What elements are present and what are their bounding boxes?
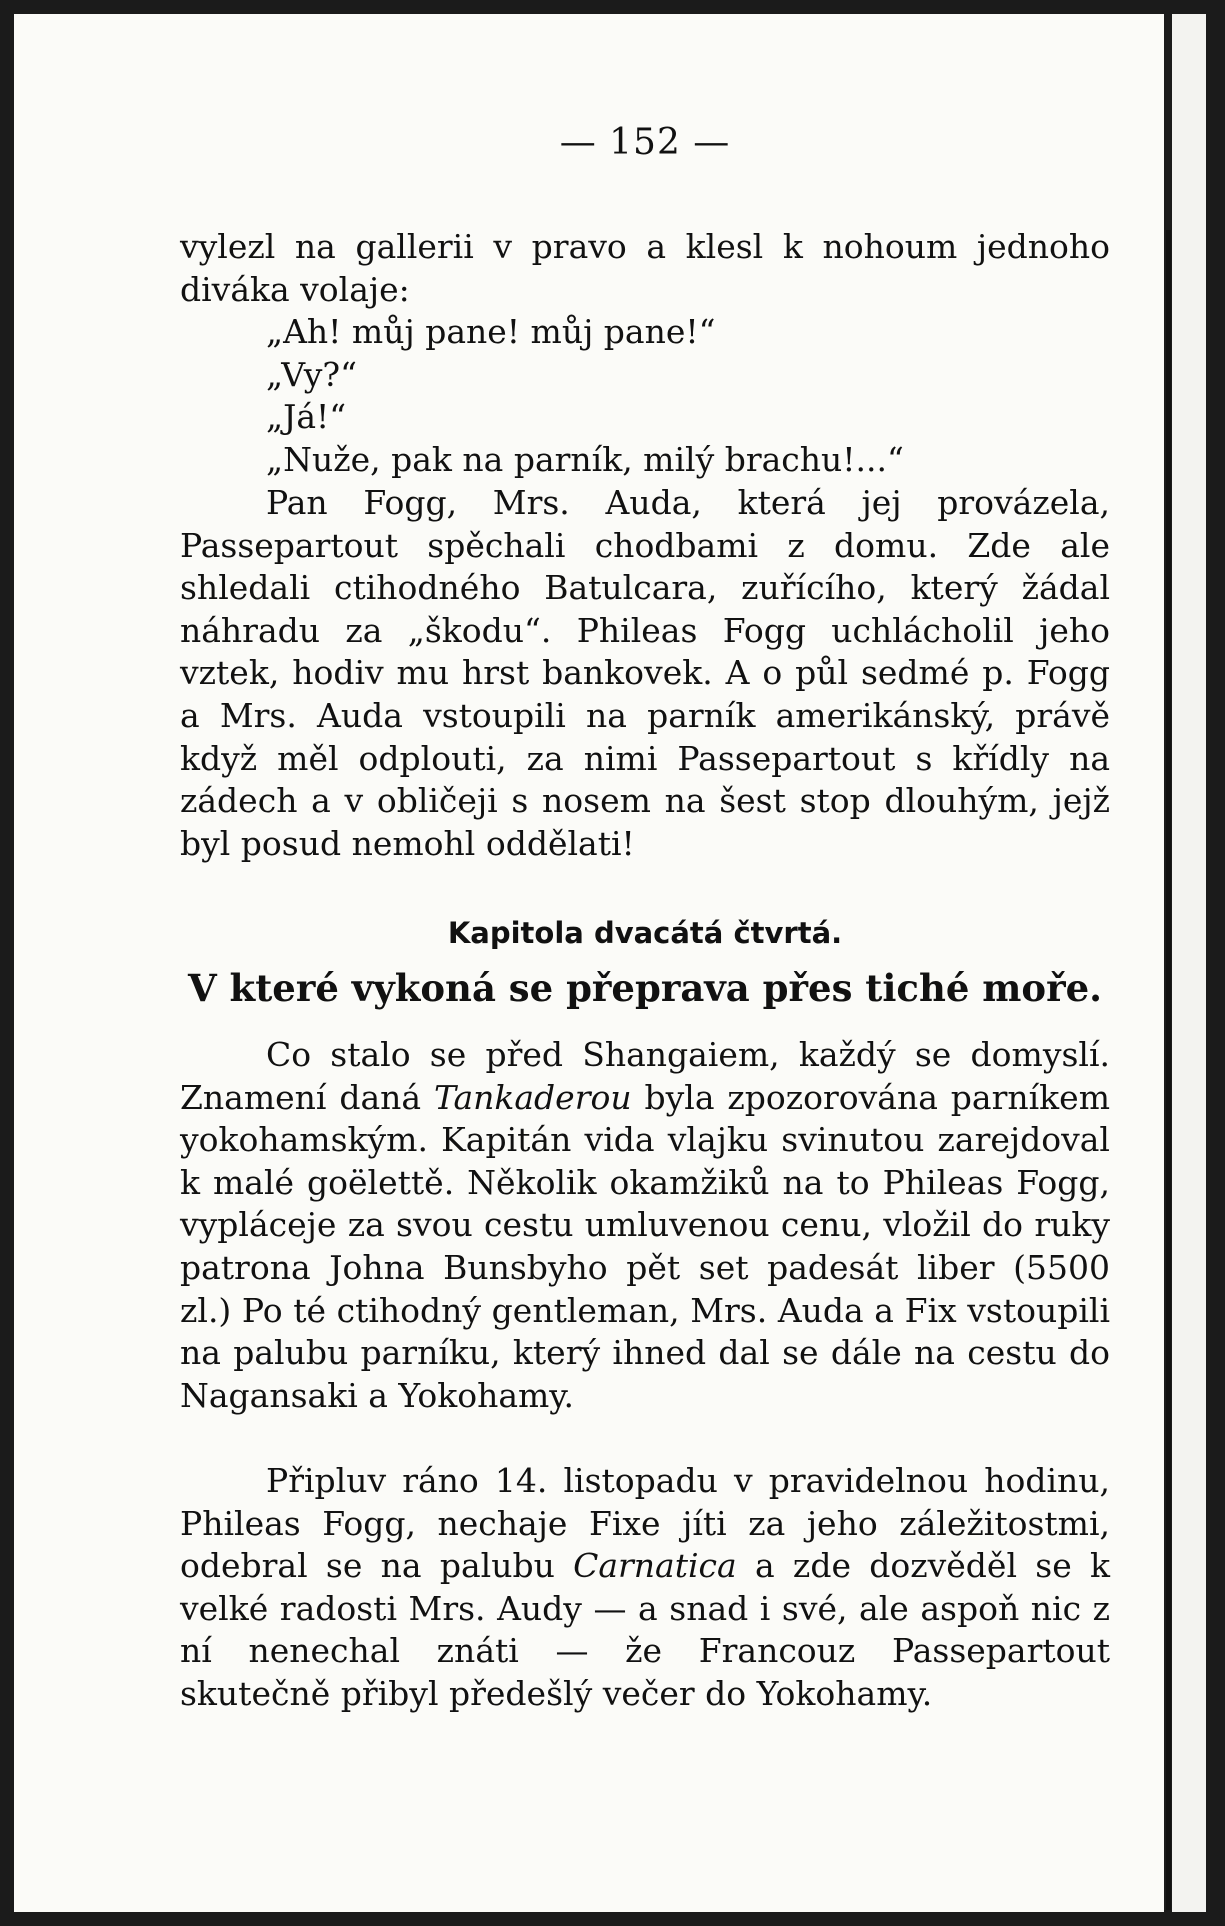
chapter-label: Kapitola dvacátá čtvrtá. bbox=[447, 916, 843, 950]
dialogue-line-4: „Nuže, pak na parník, milý brachu!...“ bbox=[266, 439, 904, 479]
dialogue-line-3: „Já!“ bbox=[266, 397, 347, 437]
page-number: — 152 — bbox=[559, 122, 731, 163]
dialogue-line-1: „Ah! můj pane! můj pane!“ bbox=[266, 312, 716, 352]
paragraph-4-text-a: Připluv ráno 14. listopadu v pravidelnou hodinu, Phileas Fogg, nechaje Fixe jíti za jeho záležitostmi, odebral se na palubu bbox=[180, 1461, 1110, 1586]
paragraph-4-text-b: a zde dozvěděl se k velké radosti Mrs. Audy — a snad i své, ale aspoň nic z ní nenechal znáti — že Francouz Passepartout skutečně přibyl předešlý večer do Yokohamy. bbox=[180, 1546, 1110, 1713]
gutter-shadow bbox=[1166, 230, 1171, 1910]
dialogue-line-2: „Vy?“ bbox=[266, 354, 357, 394]
chapter-title: V které vykoná se přeprava přes tiché moře. bbox=[187, 966, 1103, 1010]
paragraph-2: Pan Fogg, Mrs. Auda, která jej provázela, Passepartout spěchali chodbami z domu. Zde ale shledali ctihodného Batulcara, zuřícího, který žádal náhradu za „škodu“. Phileas Fogg uchlácholil jeho vztek, hodiv mu hrst bankovek. A o půl sedmé p. Fogg a Mrs. Auda vstoupili na parník amerikánský, právě když měl odplouti, za nimi Passepartout s křídly na zádech a v obličeji s nosem na šest stop dlouhým, jejž byl posud nemohl oddělati! bbox=[180, 483, 1110, 863]
opening-text: vylezl na gallerii v pravo a klesl k nohoum jednoho diváka volaje: bbox=[180, 227, 1110, 309]
paragraph-3-text-a: Co stalo se před Shangaiem, každý se domyslí. Znamení daná bbox=[180, 1035, 1110, 1117]
ship-name-tankadera: Tankaderou bbox=[434, 1077, 632, 1117]
book-spine-edge bbox=[1172, 14, 1206, 1912]
paragraph-4 bbox=[180, 1460, 1110, 1716]
paragraph-3-text-b: byla zpozorována parníkem yokohamským. Kapitán vida vlajku svinutou zarejdoval k malé goëlettě. Několik okamžiků na to Phileas Fogg, vypláceje za svou cestu umluvenou cenu, vložil do ruky patrona Johna Bunsbyho pět set padesát liber (5500 zl.) Po té ctihodný gentleman, Mrs. Auda a Fix vstoupili na palubu parníku, který ihned dal se dále na cestu do Nagansaki a Yokohamy. bbox=[180, 1077, 1110, 1415]
opening-paragraph bbox=[180, 226, 1110, 482]
ship-name-carnatic: Carnatica bbox=[573, 1546, 737, 1586]
paragraph-3 bbox=[180, 1034, 1110, 1417]
